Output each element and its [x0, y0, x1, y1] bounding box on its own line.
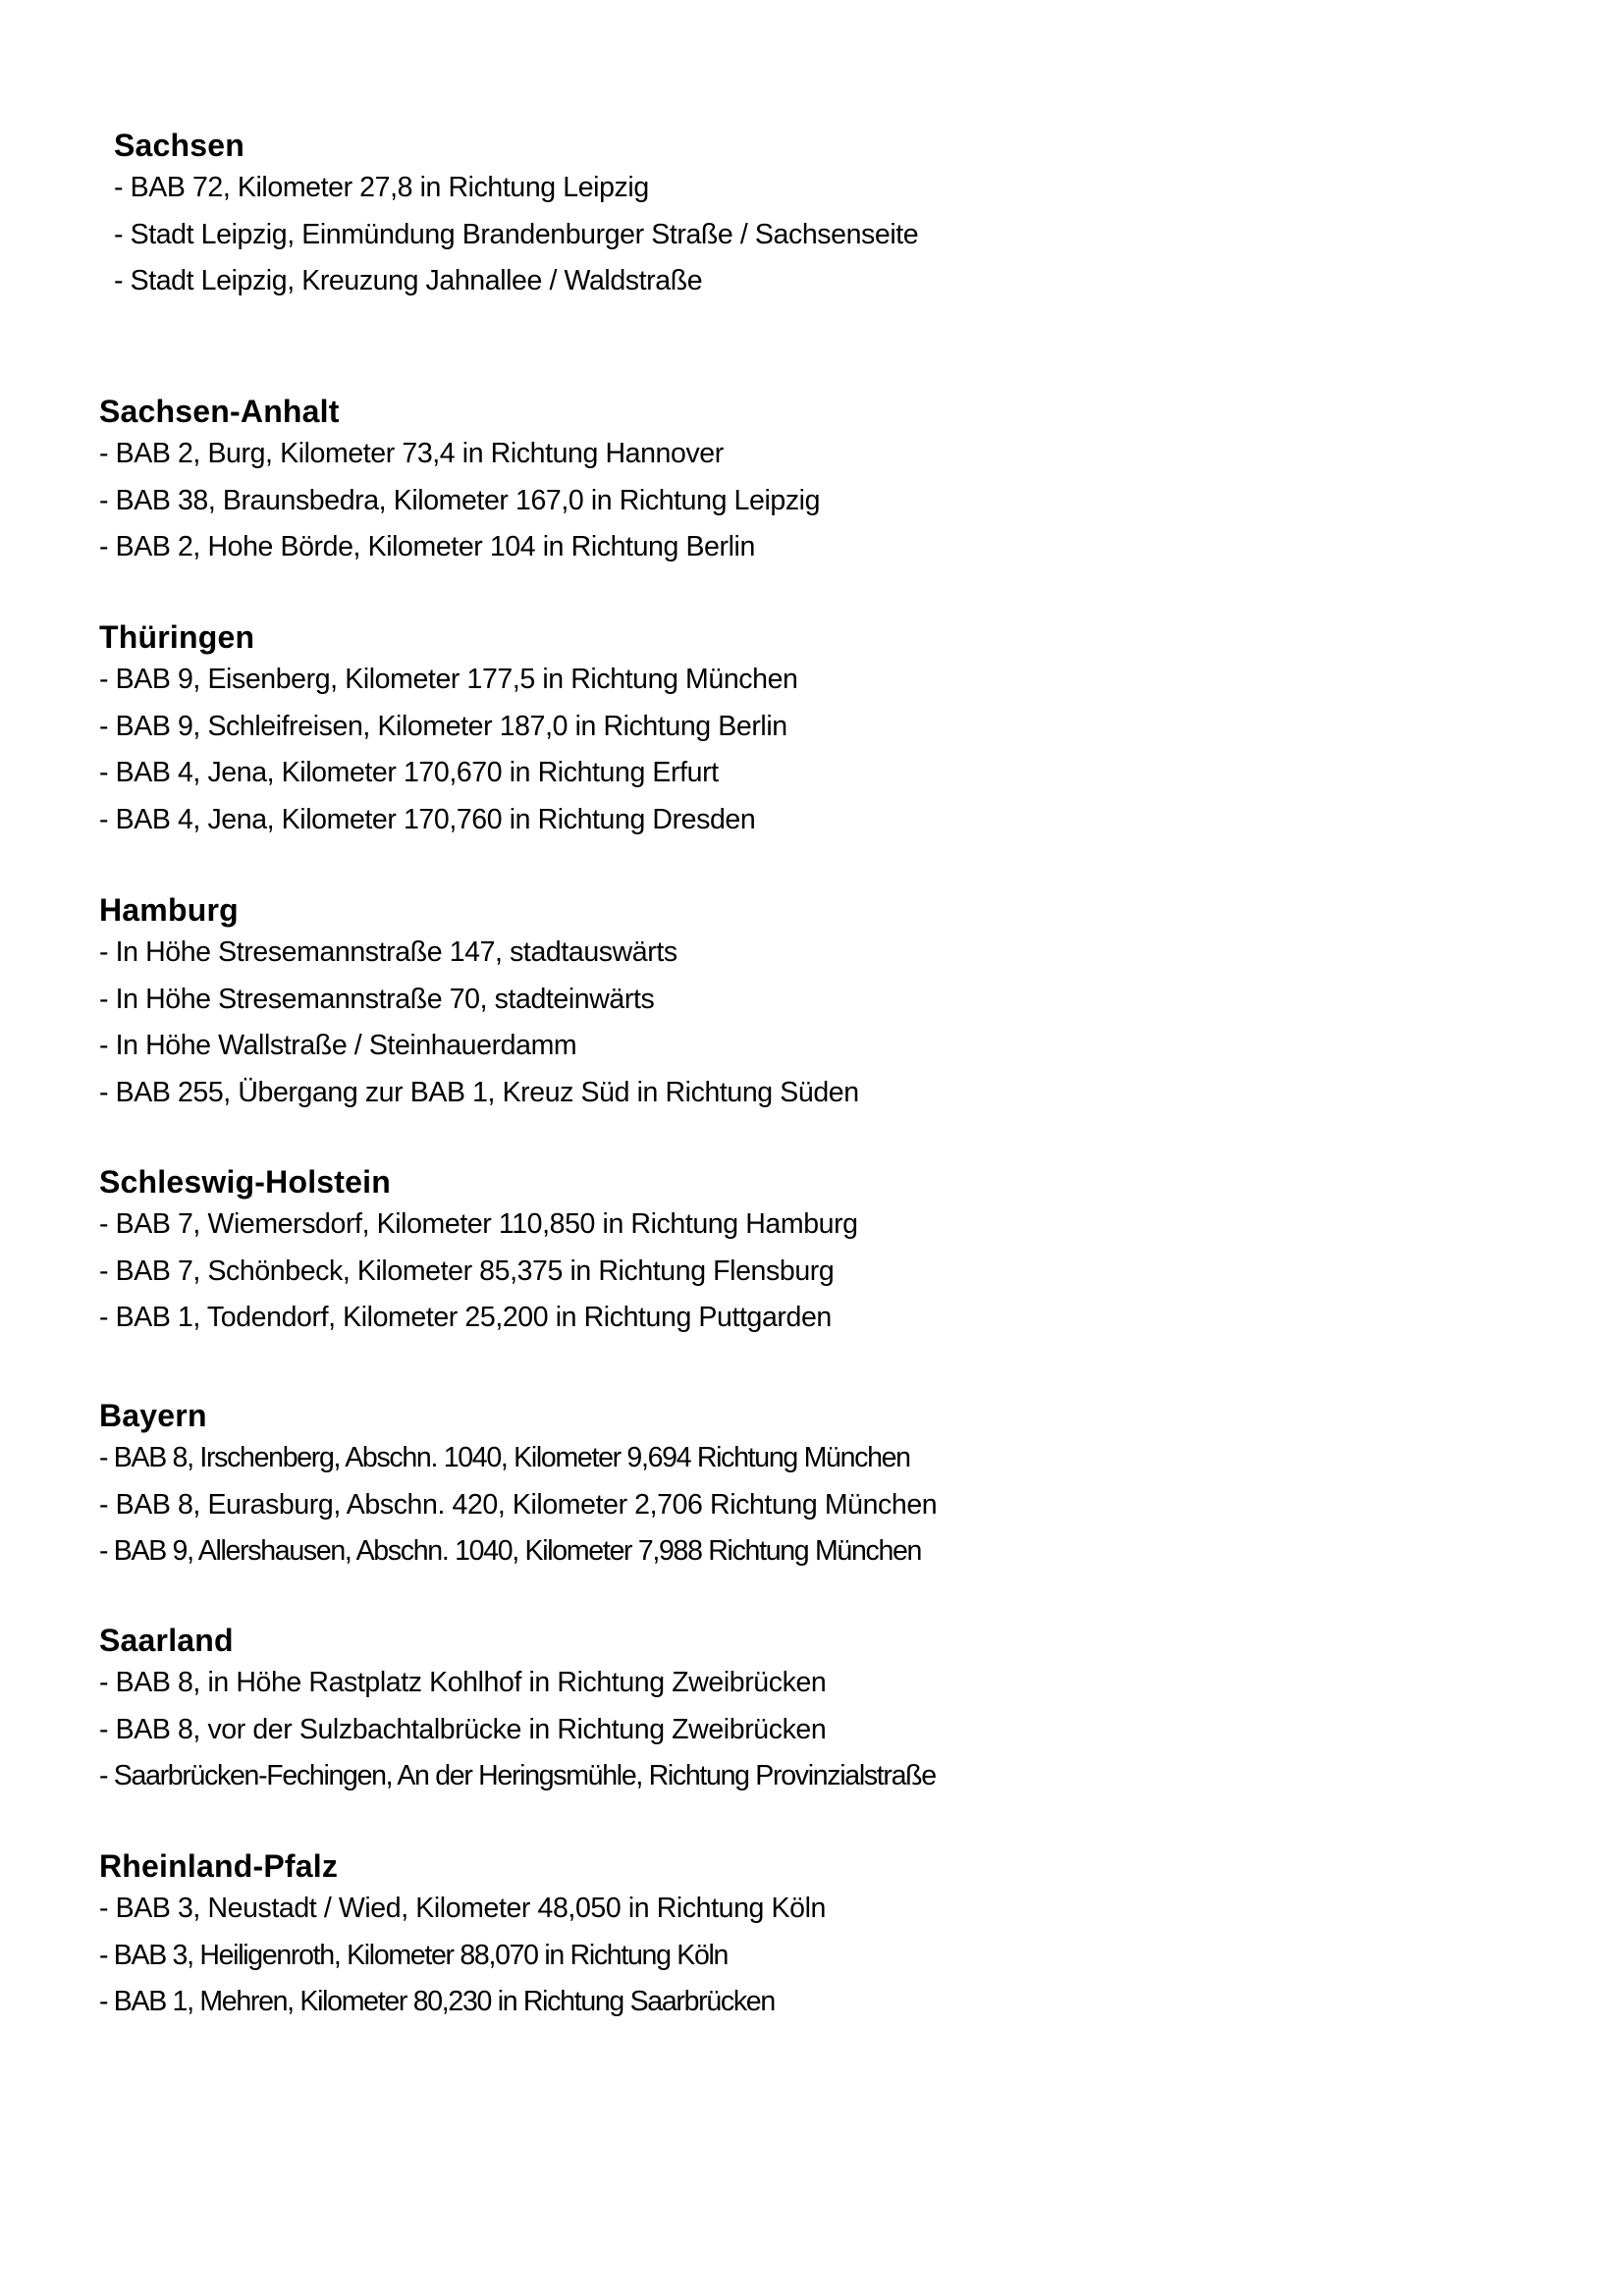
- location-list: [99, 1886, 1474, 2026]
- list-item: - BAB 8, in Höhe Rastplatz Kohlhof in Richtung Zweibrücken: [99, 1667, 827, 1698]
- list-item: - BAB 255, Übergang zur BAB 1, Kreuz Süd in Richtung Süden: [99, 1076, 859, 1108]
- list-item: - BAB 8, Irschenberg, Abschn. 1040, Kilometer 9,694 Richtung München: [99, 1442, 910, 1473]
- location-list: [99, 657, 1474, 843]
- section-heading: Bayern: [99, 1398, 207, 1433]
- list-item: - BAB 7, Wiemersdorf, Kilometer 110,850 in Richtung Hamburg: [99, 1208, 858, 1240]
- list-item: - BAB 1, Todendorf, Kilometer 25,200 in Richtung Puttgarden: [99, 1302, 832, 1333]
- list-item: - BAB 9, Eisenberg, Kilometer 177,5 in Richtung München: [99, 664, 798, 695]
- section-heading: Hamburg: [99, 892, 239, 928]
- list-item: - BAB 4, Jena, Kilometer 170,670 in Richtung Erfurt: [99, 757, 719, 788]
- section-thueringen: [99, 617, 1474, 843]
- section-sachsen: [114, 126, 1489, 305]
- list-item: - BAB 2, Burg, Kilometer 73,4 in Richtung Hannover: [99, 438, 724, 469]
- list-item: - BAB 3, Heiligenroth, Kilometer 88,070 in Richtung Köln: [99, 1939, 729, 1971]
- location-list: [99, 930, 1474, 1116]
- list-item: - BAB 8, vor der Sulzbachtalbrücke in Richtung Zweibrücken: [99, 1713, 827, 1745]
- section-bayern: [99, 1396, 1474, 1575]
- list-item: - Stadt Leipzig, Einmündung Brandenburger Straße / Sachsenseite: [114, 218, 919, 250]
- location-list: [114, 165, 1489, 305]
- section-saarland: [99, 1621, 1474, 1800]
- list-item: - Stadt Leipzig, Kreuzung Jahnallee / Waldstraße: [114, 265, 703, 296]
- list-item: - BAB 3, Neustadt / Wied, Kilometer 48,050 in Richtung Köln: [99, 1893, 826, 1924]
- section-heading: Saarland: [99, 1623, 234, 1658]
- list-item: - BAB 1, Mehren, Kilometer 80,230 in Richtung Saarbrücken: [99, 1986, 775, 2017]
- location-list: [99, 1435, 1474, 1575]
- section-schleswig-holstein: [99, 1162, 1474, 1342]
- section-hamburg: [99, 890, 1474, 1116]
- list-item: - BAB 8, Eurasburg, Abschn. 420, Kilometer 2,706 Richtung München: [99, 1488, 938, 1521]
- list-item: - BAB 2, Hohe Börde, Kilometer 104 in Richtung Berlin: [99, 531, 755, 562]
- section-rheinland-pfalz: [99, 1846, 1474, 2026]
- location-list: [99, 1660, 1474, 1800]
- list-item: - In Höhe Stresemannstraße 147, stadtauswärts: [99, 936, 677, 968]
- list-item: - BAB 9, Allershausen, Abschn. 1040, Kilometer 7,988 Richtung München: [99, 1535, 922, 1567]
- section-heading: Sachsen-Anhalt: [99, 394, 340, 429]
- list-item: - Saarbrücken-Fechingen, An der Heringsmühle, Richtung Provinzialstraße: [99, 1760, 936, 1791]
- list-item: - BAB 4, Jena, Kilometer 170,760 in Richtung Dresden: [99, 803, 756, 835]
- list-item: - BAB 72, Kilometer 27,8 in Richtung Leipzig: [114, 172, 649, 203]
- list-item: - In Höhe Stresemannstraße 70, stadteinwärts: [99, 983, 655, 1015]
- section-sachsen-anhalt: [99, 392, 1474, 571]
- section-heading: Sachsen: [114, 128, 245, 163]
- list-item: - BAB 9, Schleifreisen, Kilometer 187,0 in Richtung Berlin: [99, 710, 787, 742]
- list-item: - In Höhe Wallstraße / Steinhauerdamm: [99, 1030, 577, 1061]
- section-heading: Schleswig-Holstein: [99, 1164, 391, 1200]
- list-item: - BAB 38, Braunsbedra, Kilometer 167,0 in Richtung Leipzig: [99, 484, 821, 516]
- location-list: [99, 1201, 1474, 1342]
- list-item: - BAB 7, Schönbeck, Kilometer 85,375 in Richtung Flensburg: [99, 1255, 835, 1287]
- section-heading: Thüringen: [99, 619, 255, 655]
- section-heading: Rheinland-Pfalz: [99, 1848, 339, 1884]
- location-list: [99, 431, 1474, 571]
